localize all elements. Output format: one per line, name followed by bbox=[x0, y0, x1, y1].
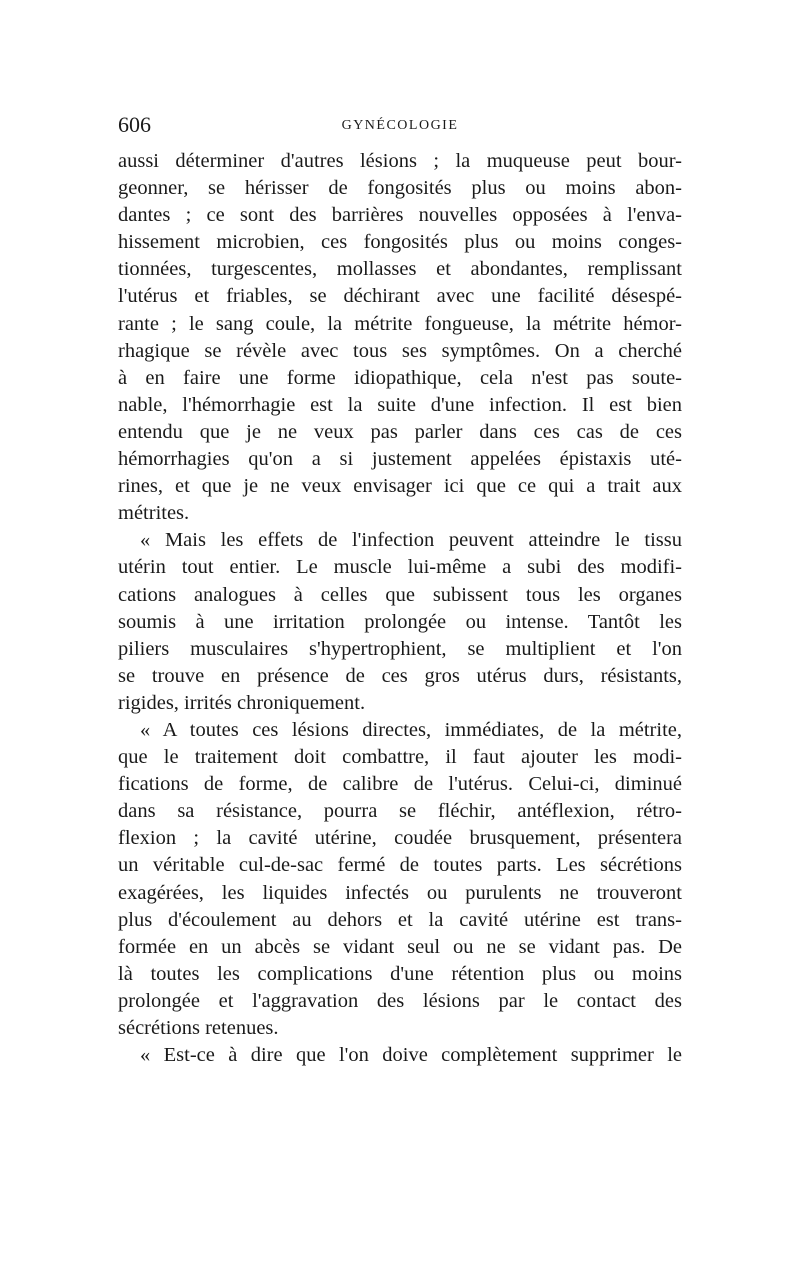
text-line: prolongée et l'aggravation des lésions par le contact des bbox=[118, 989, 682, 1012]
text-line: aussi déterminer d'autres lésions ; la muqueuse peut bour- bbox=[118, 150, 682, 172]
text-line: geonner, se hérisser de fongosités plus ou moins abon- bbox=[118, 177, 682, 200]
text-line: exagérées, les liquides infectés ou purulents ne trouveront bbox=[118, 881, 682, 904]
text-line: rigides, irrités chroniquement. bbox=[118, 691, 366, 714]
text-line: tionnées, turgescentes, mollasses et abondantes, remplissant bbox=[118, 258, 682, 281]
text-line: plus d'écoulement au dehors et la cavité utérine est trans- bbox=[118, 908, 682, 931]
text-line: l'utérus et friables, se déchirant avec une facilité désespé- bbox=[118, 285, 682, 308]
text-line: rines, et que je ne veux envisager ici que ce qui a trait aux bbox=[118, 475, 682, 498]
page-header bbox=[118, 112, 682, 142]
text-line: dans sa résistance, pourra se fléchir, antéflexion, rétro- bbox=[118, 800, 682, 823]
text-line: fications de forme, de calibre de l'utérus. Celui-ci, diminué bbox=[118, 773, 682, 796]
text-line: là toutes les complications d'une rétention plus ou moins bbox=[118, 962, 682, 985]
text-line: cations analogues à celles que subissent tous les organes bbox=[118, 583, 682, 606]
running-head: GYNÉCOLOGIE bbox=[341, 118, 459, 133]
body-text bbox=[118, 148, 682, 1069]
text-line: un véritable cul-de-sac fermé de toutes parts. Les sécrétions bbox=[118, 854, 682, 877]
text-line: métrites. bbox=[118, 502, 190, 525]
text-line: sécrétions retenues. bbox=[118, 1017, 279, 1039]
text-line: nable, l'hémorrhagie est la suite d'une infection. Il est bien bbox=[118, 393, 682, 416]
text-line: piliers musculaires s'hypertrophient, se multiplient et l'on bbox=[118, 637, 682, 660]
text-line: flexion ; la cavité utérine, coudée brusquement, présentera bbox=[118, 827, 682, 850]
text-line: hémorrhagies qu'on a si justement appelées épistaxis uté- bbox=[118, 448, 682, 471]
text-line: rante ; le sang coule, la métrite fongueuse, la métrite hémor- bbox=[118, 312, 682, 335]
text-line: « Est-ce à dire que l'on doive complètement supprimer le bbox=[140, 1044, 682, 1067]
page-number: 606 bbox=[118, 112, 151, 137]
text-line: se trouve en présence de ces gros utérus durs, résistants, bbox=[118, 664, 682, 687]
text-line: dantes ; ce sont des barrières nouvelles opposées à l'enva- bbox=[118, 204, 682, 227]
text-line: « A toutes ces lésions directes, immédiates, de la métrite, bbox=[140, 718, 682, 741]
text-line: que le traitement doit combattre, il faut ajouter les modi- bbox=[118, 746, 682, 769]
text-line: utérin tout entier. Le muscle lui-même a subi des modifi- bbox=[118, 556, 682, 579]
text-line: rhagique se révèle avec tous ses symptômes. On a cherché bbox=[118, 339, 682, 362]
text-line: entendu que je ne veux pas parler dans ces cas de ces bbox=[118, 420, 682, 443]
text-line: « Mais les effets de l'infection peuvent atteindre le tissu bbox=[140, 529, 682, 552]
text-line: soumis à une irritation prolongée ou intense. Tantôt les bbox=[118, 610, 682, 633]
text-line: hissement microbien, ces fongosités plus ou moins conges- bbox=[118, 231, 682, 254]
text-line: formée en un abcès se vidant seul ou ne se vidant pas. De bbox=[118, 935, 682, 958]
text-line: à en faire une forme idiopathique, cela n'est pas soute- bbox=[118, 366, 682, 389]
